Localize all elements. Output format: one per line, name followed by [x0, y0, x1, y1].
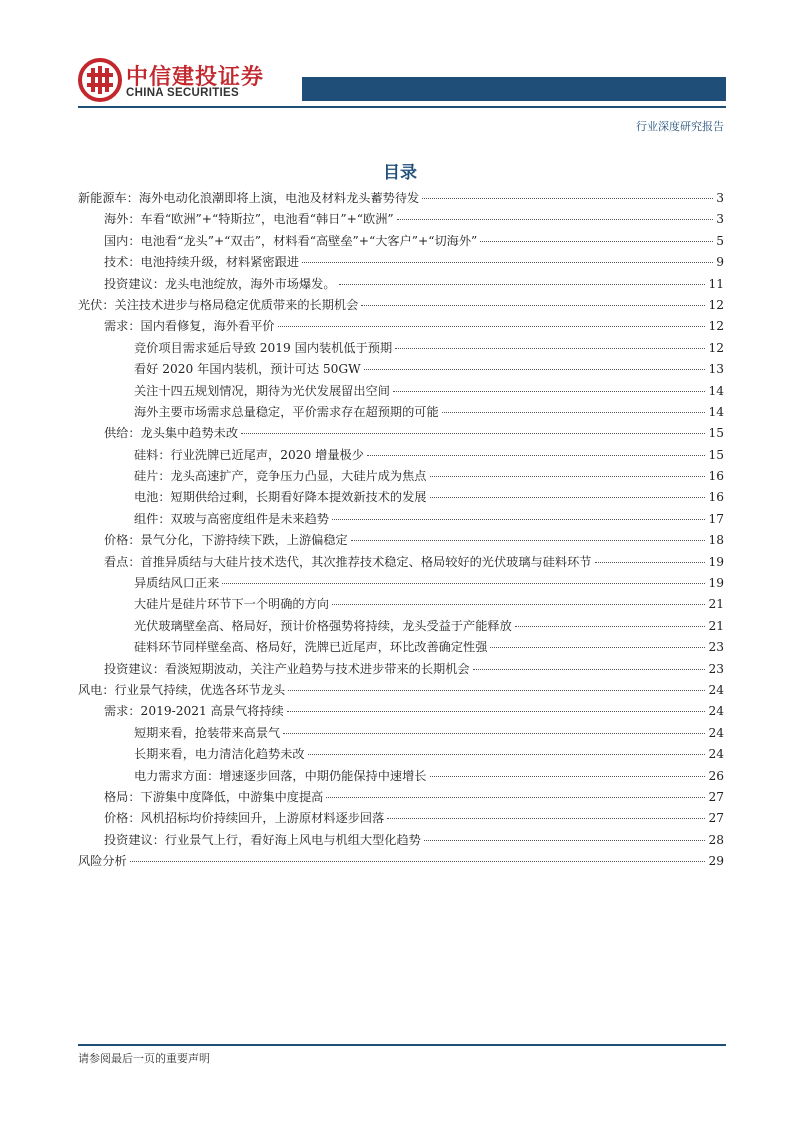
toc-entry-title: 价格：景气分化，下游持续下跌，上游偏稳定 — [104, 533, 348, 548]
toc-entry-title: 硅料环节同样壁垒高、格局好，洗牌已近尾声，环比改善确定性强 — [134, 640, 488, 655]
header-divider — [78, 106, 726, 108]
toc-leader-dots — [430, 497, 706, 498]
toc-leader-dots — [339, 284, 706, 285]
toc-leader-dots — [332, 604, 705, 605]
toc-entry-page: 13 — [708, 362, 724, 377]
toc-entry[interactable] — [78, 659, 724, 680]
toc-entry-page: 12 — [708, 319, 724, 334]
china-securities-logo-icon — [78, 58, 122, 102]
toc-entry[interactable] — [78, 509, 724, 530]
toc-leader-dots — [430, 776, 706, 777]
footer-disclaimer: 请参阅最后一页的重要声明 — [78, 1052, 210, 1065]
toc-entry-page: 24 — [708, 725, 724, 740]
toc-entry-title: 新能源车：海外电动化浪潮即将上演，电池及材料龙头蓄势待发 — [78, 191, 420, 205]
toc-leader-dots — [387, 818, 705, 819]
toc-title: 目录 — [383, 163, 417, 183]
toc-leader-dots — [397, 219, 714, 220]
toc-leader-dots — [302, 262, 713, 263]
toc-entry-page: 21 — [708, 597, 724, 612]
toc-entry-title: 投资建议：行业景气上行，看好海上风电与机组大型化趋势 — [104, 832, 421, 847]
toc-entry-page: 23 — [708, 640, 724, 655]
toc-entry-page: 11 — [708, 276, 724, 291]
report-type-label: 行业深度研究报告 — [636, 120, 724, 133]
toc-entry-title: 技术：电池持续升级，材料紧密跟进 — [104, 255, 299, 270]
toc-entry-page: 15 — [708, 447, 724, 462]
toc-entry-page: 3 — [716, 212, 724, 227]
toc-entry-page: 14 — [708, 383, 724, 398]
toc-entry-title: 短期来看，抢装带来高景气 — [134, 725, 281, 740]
toc-leader-dots — [442, 412, 706, 413]
toc-entry-title: 看好 2020 年国内装机，预计可达 50GW — [134, 362, 361, 377]
toc-leader-dots — [287, 711, 706, 712]
toc-entry-title: 电力需求方面：增速逐步回落，中期仍能保持中速增长 — [134, 768, 427, 783]
toc-entry[interactable] — [78, 701, 724, 722]
toc-entry[interactable] — [78, 851, 724, 872]
toc-entry-title: 国内：电池看“龙头”+“双击”，材料看“高壁垒”+“大客户”+“切海外” — [104, 233, 478, 248]
footer-divider — [78, 1044, 726, 1046]
toc-entry-page: 27 — [708, 789, 724, 804]
toc-leader-dots — [278, 326, 706, 327]
toc-entry-page: 9 — [716, 255, 724, 270]
toc-leader-dots — [288, 690, 705, 691]
toc-entry-page: 24 — [708, 704, 724, 719]
toc-entry[interactable] — [78, 274, 724, 295]
toc-entry[interactable] — [78, 231, 724, 252]
toc-entry-title: 竞价项目需求延后导致 2019 国内装机低于预期 — [134, 340, 393, 355]
brand-name-cn: 中信建投证券 — [126, 65, 265, 90]
toc-entry[interactable] — [78, 381, 724, 402]
toc-entry-page: 29 — [708, 854, 724, 869]
toc-leader-dots — [422, 198, 713, 199]
toc-entry-page: 17 — [708, 511, 724, 526]
toc-entry[interactable] — [78, 445, 724, 466]
toc-entry-title: 长期来看，电力清洁化趋势未改 — [134, 747, 305, 762]
toc-leader-dots — [283, 733, 705, 734]
toc-entry[interactable] — [78, 723, 724, 744]
toc-leader-dots — [395, 348, 705, 349]
toc-leader-dots — [308, 754, 706, 755]
toc-entry[interactable] — [78, 359, 724, 380]
toc-entry[interactable] — [78, 787, 724, 808]
toc-entry[interactable] — [78, 338, 724, 359]
toc-entry-title: 关注十四五规划情况，期待为光伏发展留出空间 — [134, 383, 390, 398]
toc-entry-title: 需求：国内看修复，海外看平价 — [104, 319, 275, 334]
toc-entry-title: 供给：龙头集中趋势未改 — [104, 426, 239, 441]
toc-entry-title: 大硅片是硅片环节下一个明确的方向 — [134, 597, 329, 612]
toc-leader-dots — [222, 583, 705, 584]
toc-leader-dots — [424, 840, 706, 841]
toc-entry-title: 光伏：关注技术进步与格局稳定优质带来的长期机会 — [78, 297, 359, 312]
toc-entry-title: 价格：风机招标均价持续回升，上游原材料逐步回落 — [104, 811, 385, 826]
toc-entry[interactable] — [78, 594, 724, 615]
toc-entry-page: 27 — [708, 811, 724, 826]
toc-entry-page: 24 — [708, 747, 724, 762]
header-bar — [302, 77, 726, 101]
toc-entry-page: 14 — [708, 404, 724, 419]
toc-entry-page: 19 — [708, 576, 724, 591]
toc-entry-title: 硅片：龙头高速扩产，竞争压力凸显，大硅片成为焦点 — [134, 469, 427, 484]
toc-entry-page: 15 — [708, 426, 724, 441]
toc-entry-page: 12 — [708, 297, 724, 312]
toc-entry[interactable] — [78, 487, 724, 508]
toc-leader-dots — [595, 562, 706, 563]
toc-entry-title: 光伏玻璃壁垒高、格局好，预计价格强势将持续，龙头受益于产能释放 — [134, 618, 512, 633]
toc-entry[interactable] — [78, 808, 724, 829]
toc-entry[interactable] — [78, 573, 724, 594]
toc-entry-page: 24 — [708, 682, 724, 697]
brand-name-en: CHINA SECURITIES — [126, 87, 239, 99]
toc-entry[interactable] — [78, 637, 724, 658]
toc-entry[interactable] — [78, 552, 724, 573]
toc-entry-page: 5 — [716, 233, 724, 248]
toc-entry-title: 异质结风口正来 — [134, 576, 220, 591]
toc-leader-dots — [351, 540, 706, 541]
toc-leader-dots — [326, 797, 705, 798]
toc-entry-page: 3 — [716, 191, 724, 205]
toc-leader-dots — [332, 519, 705, 520]
toc-leader-dots — [364, 369, 706, 370]
toc-leader-dots — [241, 433, 705, 434]
toc-leader-dots — [473, 669, 706, 670]
toc-leader-dots — [361, 305, 705, 306]
toc-entry[interactable] — [78, 188, 724, 209]
toc-entry[interactable] — [78, 423, 724, 444]
toc-leader-dots — [130, 861, 706, 862]
toc-entry-title: 风电：行业景气持续，优选各环节龙头 — [78, 682, 286, 697]
toc-entry-title: 组件：双玻与高密度组件是未来趋势 — [134, 511, 329, 526]
toc-leader-dots — [367, 455, 706, 456]
toc-entry[interactable] — [78, 530, 724, 551]
toc-entry-title: 投资建议：看淡短期波动，关注产业趋势与技术进步带来的长期机会 — [104, 661, 470, 676]
toc-entry-title: 海外主要市场需求总量稳定，平价需求存在超预期的可能 — [134, 404, 439, 419]
toc-entry-page: 16 — [708, 469, 724, 484]
watermark: ​ — [244, 570, 256, 635]
toc-entry-page: 12 — [708, 340, 724, 355]
toc-entry[interactable] — [78, 466, 724, 487]
toc-entry[interactable] — [78, 830, 724, 851]
toc-entry-page: 26 — [708, 768, 724, 783]
toc-entry[interactable] — [78, 295, 724, 316]
toc-entry-page: 18 — [708, 533, 724, 548]
toc-entry[interactable] — [78, 616, 724, 637]
toc-entry-title: 需求：2019-2021 高景气将持续 — [104, 704, 284, 719]
toc-entry[interactable] — [78, 402, 724, 423]
toc-leader-dots — [480, 241, 713, 242]
toc-leader-dots — [430, 476, 706, 477]
toc-entry-title: 硅料：行业洗牌已近尾声，2020 增量极少 — [134, 447, 364, 462]
toc-entry-title: 风险分析 — [78, 854, 127, 869]
toc-entry[interactable] — [78, 316, 724, 337]
toc-entry-title: 电池：短期供给过剩，长期看好降本提效新技术的发展 — [134, 490, 427, 505]
toc-entry-page: 19 — [708, 554, 724, 569]
toc-entry-page: 23 — [708, 661, 724, 676]
table-of-contents — [78, 188, 724, 873]
toc-leader-dots — [393, 391, 706, 392]
toc-entry-title: 海外：车看“欧洲”+“特斯拉”，电池看“韩日”+“欧洲” — [104, 212, 394, 227]
page-header — [0, 0, 800, 140]
toc-entry-title: 格局：下游集中度降低，中游集中度提高 — [104, 789, 324, 804]
toc-entry[interactable] — [78, 252, 724, 273]
toc-leader-dots — [515, 626, 706, 627]
toc-entry-title: 看点：首推异质结与大硅片技术迭代，其次推荐技术稳定、格局较好的光伏玻璃与硅料环节 — [104, 554, 592, 569]
toc-entry-page: 21 — [708, 618, 724, 633]
toc-entry[interactable] — [78, 680, 724, 701]
toc-entry[interactable] — [78, 744, 724, 765]
toc-entry-page: 28 — [708, 832, 724, 847]
toc-entry[interactable] — [78, 766, 724, 787]
toc-entry-title: 投资建议：龙头电池绽放，海外市场爆发。 — [104, 276, 336, 291]
toc-entry-page: 16 — [708, 490, 724, 505]
toc-entry[interactable] — [78, 209, 724, 230]
toc-leader-dots — [490, 647, 705, 648]
